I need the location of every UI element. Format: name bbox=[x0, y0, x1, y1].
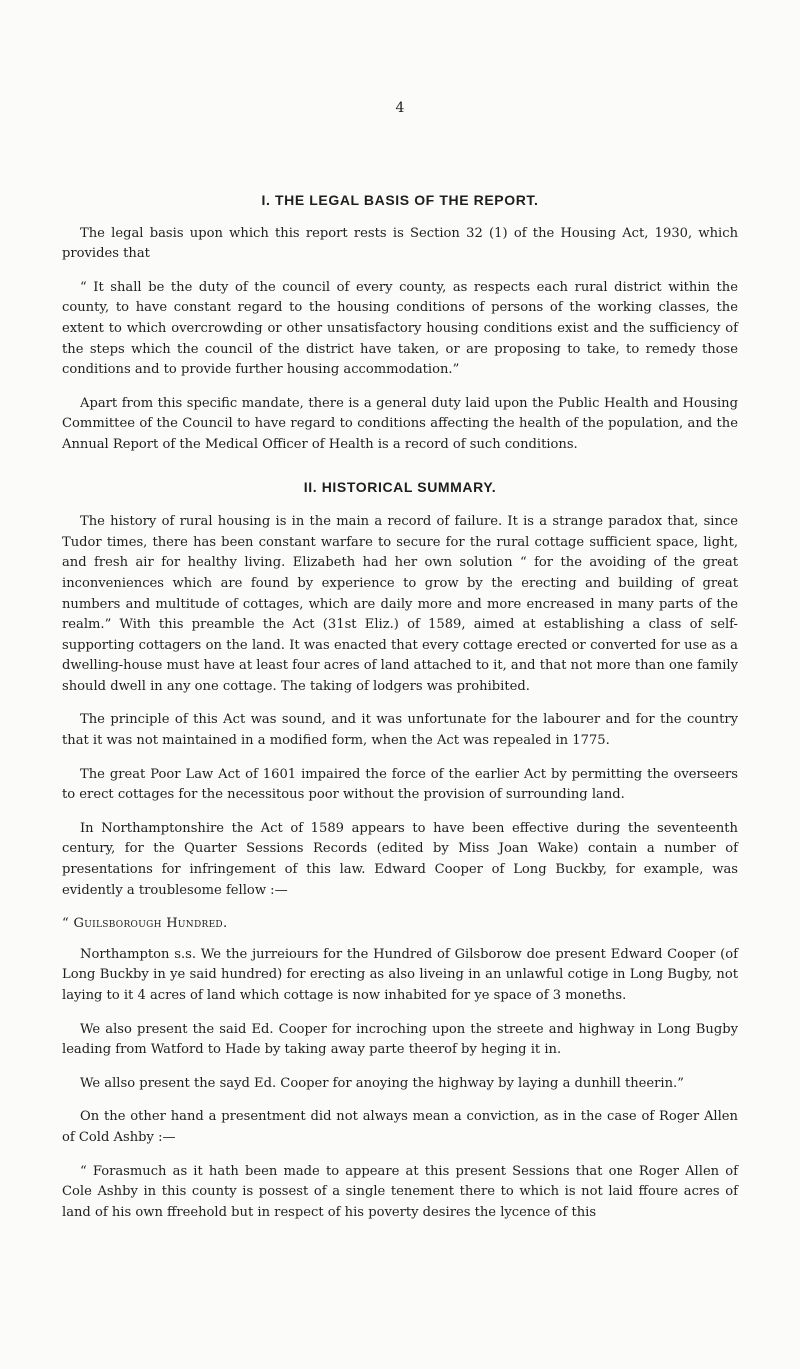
page-body bbox=[62, 190, 738, 1236]
paragraph-principle: The principle of this Act was sound, and it was unfortunate for the labourer and for the country that it was not maintained in a modified form, when the Act was repealed in 1775. bbox=[62, 712, 738, 749]
quote-housing-act: “ It shall be the duty of the council of every county, as respects each rural district within the county, to have constant regard to the housing conditions of persons of the working classes, the extent to which overcrowding or other unsatisfactory housing conditions exist and the sufficiency of the steps which the council of the district have taken, or are proposing to take, to remedy those conditions and to provide further housing accommodation.” bbox=[62, 279, 738, 378]
paragraph-northamptonshire: In Northamptonshire the Act of 1589 appears to have been effective during the seventeenth century, for the Quarter Sessions Records (edited by Miss Joan Wake) contain a number of presentations for infringement of this law. Edward Cooper of Long Buckby, for example, was evidently a troublesome fellow :— bbox=[62, 820, 738, 898]
section-heading-legal-basis: I. THE LEGAL BASIS OF THE REPORT. bbox=[261, 192, 539, 208]
paragraph-history: The history of rural housing is in the main a record of failure. It is a strange paradox that, since Tudor times, there has been constant warfare to secure for the rural cottage sufficient space, light, and fresh air for healthy living. Elizabeth had her own solution “ for the avoiding of the great inconveniences which are found by experience to grow by the erecting and building of great numbers and multitude of cottages, which are daily more and more encreased in many parts of the realm.” With this preamble the Act (31st Eliz.) of 1589, aimed at establishing a class of self-supporting cottagers on the land. It was enacted that every cottage erected or converted for use as a dwelling-house must have at least four acres of land attached to it, and that not more than one family should dwell in any one cottage. The taking of lodgers was prohibited. bbox=[62, 514, 739, 694]
paragraph-general-duty: Apart from this specific mandate, there is a general duty laid upon the Public Health and Housing Committee of the Council to have regard to conditions affecting the health of the population, and the Annual Report of the Medical Officer of Health is a record of such conditions. bbox=[62, 395, 738, 452]
record-entry: We allso present the sayd Ed. Cooper for anoying the highway by laying a dunhill theerin.” bbox=[80, 1075, 684, 1091]
paragraph-presentment: On the other hand a presentment did not always mean a conviction, as in the case of Roger Allen of Cold Ashby :— bbox=[62, 1109, 738, 1145]
page-number: 4 bbox=[395, 100, 405, 116]
record-entry: Northampton s.s. We the jurreiours for the Hundred of Gilsborow doe present Edward Cooper (of Long Buckby in ye said hundred) for erecting as also liveing in an unlawful cotige in Long Bugby, not laying to it 4 acres of land which cottage is now inhabited for ye space of 3 moneths. bbox=[62, 946, 738, 1003]
record-entry: We also present the said Ed. Cooper for incroching upon the streete and highway in Long Bugby leading from Watford to Hade by taking away parte theerof by heging it in. bbox=[62, 1021, 738, 1058]
paragraph-poor-law: The great Poor Law Act of 1601 impaired the force of the earlier Act by permitting the overseers to erect cottages for the necessitous poor without the provision of surrounding land. bbox=[62, 766, 738, 803]
quote-roger-allen: “ Forasmuch as it hath been made to appeare at this present Sessions that one Roger Allen of Cole Ashby in this county is possest of a single tenement there to which is not laid ffoure acres of land of his own ffreehold but in respect of his poverty desires the lycence of this bbox=[62, 1163, 738, 1220]
paragraph-legal-basis: The legal basis upon which this report rests is Section 32 (1) of the Housing Act, 1930, which provides that bbox=[62, 225, 738, 262]
record-title: “ Guilsborough Hundred. bbox=[62, 916, 228, 932]
section-heading-historical-summary: II. HISTORICAL SUMMARY. bbox=[303, 478, 497, 495]
